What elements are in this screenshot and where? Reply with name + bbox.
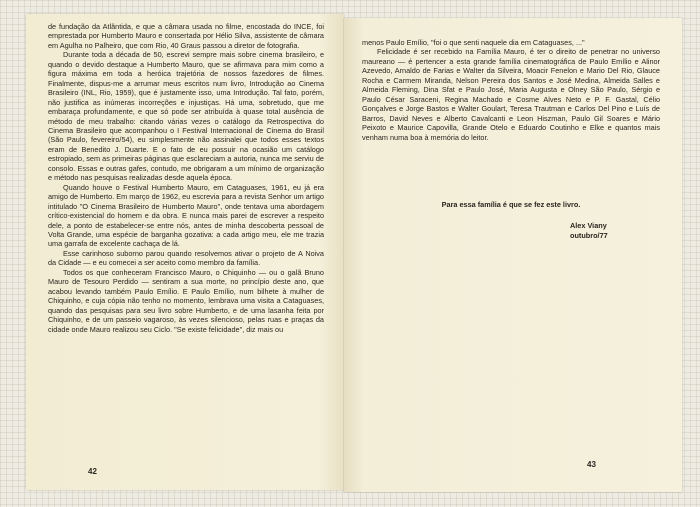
author-name: Alex Viany	[570, 221, 607, 230]
signature-date: outubro/77	[570, 231, 608, 240]
paragraph: Esse carinhoso suborno parou quando resolvemos ativar o projeto de A Noiva da Cidade — e eu comecei a ser aceito como membro da família.	[48, 248, 324, 268]
paragraph: Durante toda a década de 50, escrevi sempre mais sobre cinema brasileiro, e quando o devido destaque a Humberto Mauro, que se afirmava para mim como a figura máxima em toda a heróica trajetória de nossos fazedores de filmes. Finalmente, dispus-me a arrumar meus escritos num livro, Introdução ao Cinema Brasileiro (INL, Rio, 1959), que é justamente isso, uma Introdução. Tal fato, porém, não justifica as inúmeras incorreções e injustiças. Há uma, sobretudo, que me embaraça profundamente, e que só pode ser atribuída à quase total ausência de método de meu trabalho: citando várias vezes o catálogo da Retrospectiva do Cinema Brasileiro que acompanhou o I Festival Internacional de Cinema do Brasil (São Paulo, fevereiro/54), eu simplesmente não assinalei que todos esses textos eram de Benedito J. Duarte. E o fato de eu possuir na ocasião um catálogo estropiado, sem as primeiras páginas que esclareciam a autoria, nunca me serviu de consolo. Essas e outras gafes, contudo, me obrigaram a um mínimo de organização e método nas pesquisas realizadas desde aquela época.	[48, 50, 324, 183]
right-page-text	[362, 38, 660, 142]
paragraph: Quando houve o Festival Humberto Mauro, em Cataguases, 1961, eu já era amigo de Humberto. Em março de 1962, eu escrevia para a revista Senhor um artigo intitulado "O Cinema Brasileiro de Humberto Mauro", onde tentava uma abordagem crítico-existencial do homem e da obra. E nunca mais parei de escrever a respeito dele, a ponto de estabelecer-se entre nós, antes de minha descoberta pessoal de Volta Grande, uma espécie de barganha gozativa: a cada artigo meu, ele me trazia uma garrafa de excelente cachaça de lá.	[48, 182, 324, 249]
paragraph: Felicidade é ser recebido na Família Mauro, é ter o direito de penetrar no universo maureano — é pertencer a esta grande família cinematográfica de Paulo Emílio e Alinor Azevedo, Arnaldo de Farias e Walter da Silveira, Moacir Fenelon e Mario Del Rio, Glauce Rocha e Carmem Miranda, Nelson Pereira dos Santos e José Medina, Almeida Salles e Almeida Fleming, Dina Sfat e Paulo José, Maria Augusta e Olney São Paulo, Sérgio e Paulo César Saraceni, Regina Machado e Cosme Alves Neto e P. F. Gastal, Célio Gonçalves e Jorge Bastos e Walter Goulart, Teresa Trautman e Carlos Del Pino e Luís de Barros, David Neves e Alberto Cavalcanti e Leon Hiszman, Paulo Gil Soares e Mário Peixoto e Maurice Capovilla, Grande Otelo e Eduardo Coutinho e Elke e quantos mais venham numa boa à memória do leitor.	[362, 47, 660, 142]
paragraph: Todos os que conheceram Francisco Mauro, o Chiquinho — ou o galã Bruno Mauro de Tesouro Perdido — sentiram a sua morte, no princípio deste ano, que acabou levando também Paulo Emílio. E Paulo Emílio, num bilhete à mulher de Chiquinho, e cuja cópia não tenho no momento, lembrava uma visita a Cataguases, quando das pesquisas para seu livro sobre Humberto, e de uma lasanha feita por Chiquinho, e de um passeio vagaroso, às vezes silencioso, pelas ruas e praças da cidade onde Mauro realizou seu Ciclo. "Se existe felicidade", diz mais ou	[48, 267, 324, 334]
page-number-left: 42	[88, 467, 97, 476]
left-page-text	[48, 22, 324, 334]
paragraph: menos Paulo Emílio, "foi o que senti naquele dia em Cataguases, ..."	[362, 38, 585, 47]
dedication-line: Para essa família é que se fez este livro.	[441, 200, 581, 209]
page-number-right: 43	[587, 460, 596, 469]
signature-block	[570, 221, 608, 241]
paragraph: de fundação da Atlântida, e que a câmara usada no filme, encostada do INCE, foi emprestada por Humberto Mauro e consertada por Hélio Silva, assistente de câmara em Agulha no Palheiro, que com Rio, 40 Graus passou a diretor de fotografia.	[48, 22, 324, 50]
